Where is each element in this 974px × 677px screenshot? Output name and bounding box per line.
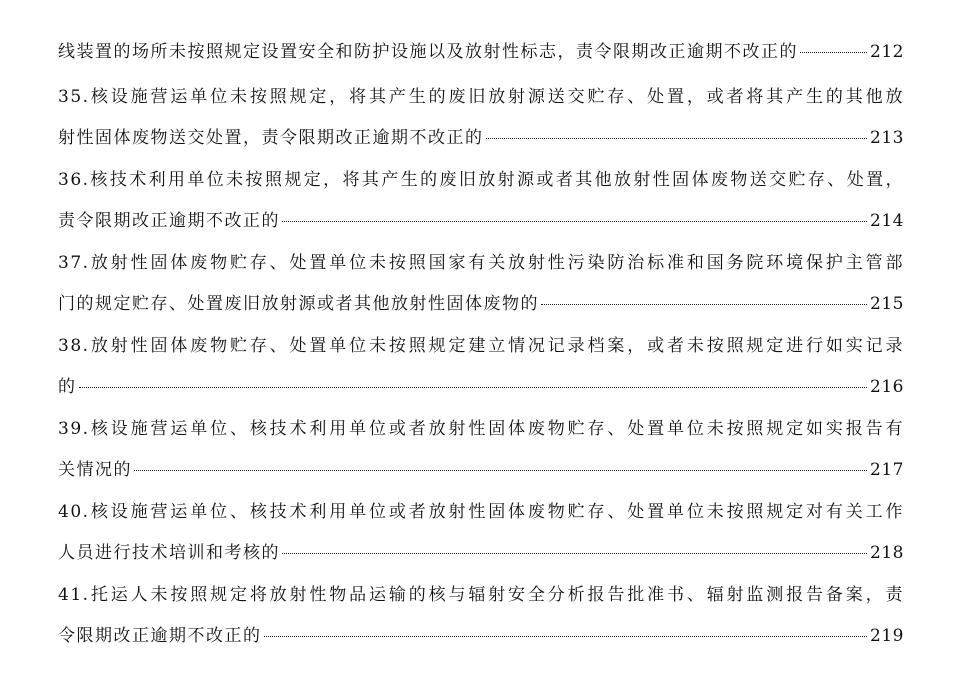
toc-entry-36-line1[interactable]: 36.核技术利用单位未按照规定，将其产生的废旧放射源或者其他放射性固体废物送交贮存、处置， xyxy=(58,170,904,190)
toc-continuation-line xyxy=(58,37,904,67)
toc-entry-35-line2[interactable] xyxy=(58,123,904,153)
toc-leader-dots xyxy=(486,138,868,139)
toc-entry-38-line2[interactable] xyxy=(58,372,904,402)
toc-page-number: 218 xyxy=(870,543,904,563)
toc-page-number: 215 xyxy=(870,294,904,314)
toc-leader-dots xyxy=(282,553,867,554)
toc-page-number: 213 xyxy=(870,128,904,148)
toc-entry-text: 关情况的 xyxy=(58,460,132,480)
toc-page-number: 214 xyxy=(870,211,904,231)
toc-entry-40-line2[interactable] xyxy=(58,538,904,568)
toc-entry-41-line1[interactable]: 41.托运人未按照规定将放射性物品运输的核与辐射安全分析报告批准书、辐射监测报告备案，责 xyxy=(58,585,904,605)
toc-leader-dots xyxy=(800,52,867,53)
toc-leader-dots xyxy=(264,636,868,637)
toc-page-number: 217 xyxy=(870,460,904,480)
toc-entry-36-line2[interactable] xyxy=(58,206,904,236)
toc-entry-37-line1[interactable]: 37.放射性固体废物贮存、处置单位未按照国家有关放射性污染防治标准和国务院环境保护主管部 xyxy=(58,253,904,273)
toc-entry-39-line1[interactable]: 39.核设施营运单位、核技术利用单位或者放射性固体废物贮存、处置单位未按照规定如实报告有 xyxy=(58,419,904,439)
toc-entry-text: 门的规定贮存、处置废旧放射源或者其他放射性固体废物的 xyxy=(58,294,539,314)
toc-entry-text: 责令限期改正逾期不改正的 xyxy=(58,211,280,231)
toc-entry-text: 射性固体废物送交处置，责令限期改正逾期不改正的 xyxy=(58,128,484,148)
toc-entry-39-line2[interactable] xyxy=(58,455,904,485)
toc-entry-38-line1[interactable]: 38.放射性固体废物贮存、处置单位未按照规定建立情况记录档案，或者未按照规定进行如实记录 xyxy=(58,336,904,356)
toc-entry-text: 的 xyxy=(58,377,77,397)
toc-entry-41-line2[interactable] xyxy=(58,621,904,651)
toc-entry-37-line2[interactable] xyxy=(58,289,904,319)
toc-entry-text: 令限期改正逾期不改正的 xyxy=(58,626,262,646)
toc-entry-35-line1[interactable]: 35.核设施营运单位未按照规定，将其产生的废旧放射源送交贮存、处置，或者将其产生的其他放 xyxy=(58,87,904,107)
toc-continuation-text: 线装置的场所未按照规定设置安全和防护设施以及放射性标志，责令限期改正逾期不改正的 xyxy=(58,42,798,62)
toc-leader-dots xyxy=(541,304,867,305)
toc-leader-dots xyxy=(79,387,868,388)
toc-entry-text: 人员进行技术培训和考核的 xyxy=(58,543,280,563)
toc-entry-40-line1[interactable]: 40.核设施营运单位、核技术利用单位或者放射性固体废物贮存、处置单位未按照规定对有关工作 xyxy=(58,502,904,522)
toc-leader-dots xyxy=(282,221,867,222)
toc-page-number: 216 xyxy=(870,377,904,397)
toc-leader-dots xyxy=(134,470,867,471)
toc-page-number: 212 xyxy=(870,42,904,62)
toc-page-number: 219 xyxy=(870,626,904,646)
